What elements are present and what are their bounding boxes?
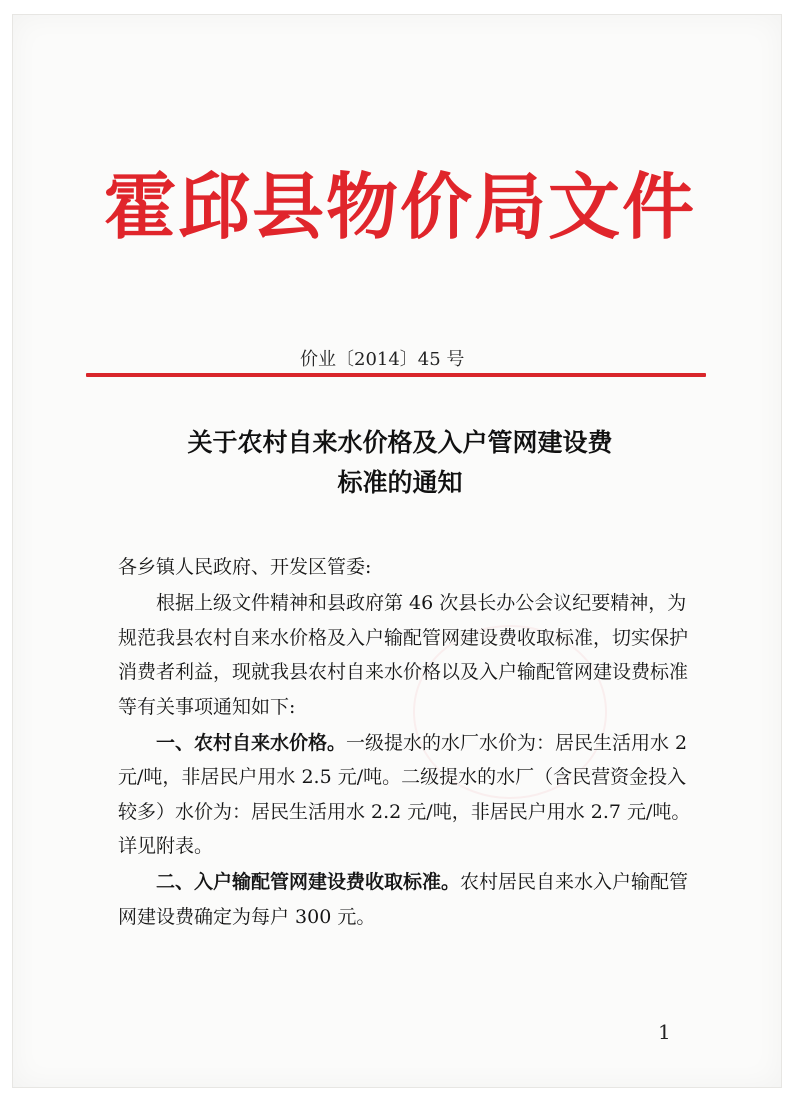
section-1-paragraph xyxy=(118,726,698,864)
notice-title-line-1: 关于农村自来水价格及入户管网建设费 xyxy=(187,428,613,457)
notice-body xyxy=(118,550,698,936)
section-2-text: 农村居民自来水入户输配管网建设费确定为每户 300 元。 xyxy=(118,871,689,928)
section-1-text: 一级提水的水厂水价为：居民生活用水 2 元/吨，非居民户用水 2.5 元/吨。二级提水的水厂（含民营资金投入较多）水价为：居民生活用水 2.2 元/吨，非居民户用水 2.7 元/吨。详见附表。 xyxy=(118,731,691,857)
intro-paragraph: 根据上级文件精神和县政府第 46 次县长办公会议纪要精神，为规范我县农村自来水价格及入户输配管网建设费收取标准，切实保护消费者利益，现就我县农村自来水价格以及入户输配管网建设费标准等有关事项通知如下: xyxy=(118,592,689,718)
agency-header-title: 霍邱县物价局文件 xyxy=(103,165,696,249)
notice-title xyxy=(110,423,690,503)
page-number: 1 xyxy=(658,1020,671,1044)
notice-title-line-2: 标准的通知 xyxy=(337,468,463,497)
salutation: 各乡镇人民政府、开发区管委: xyxy=(118,556,372,578)
document-number: 价业〔2014〕45 号 xyxy=(300,349,465,370)
section-2-paragraph xyxy=(118,865,698,934)
section-2-heading: 二、入户输配管网建设费收取标准。 xyxy=(156,871,461,893)
red-divider-line xyxy=(86,373,706,377)
section-1-heading: 一、农村自来水价格。 xyxy=(156,731,347,754)
